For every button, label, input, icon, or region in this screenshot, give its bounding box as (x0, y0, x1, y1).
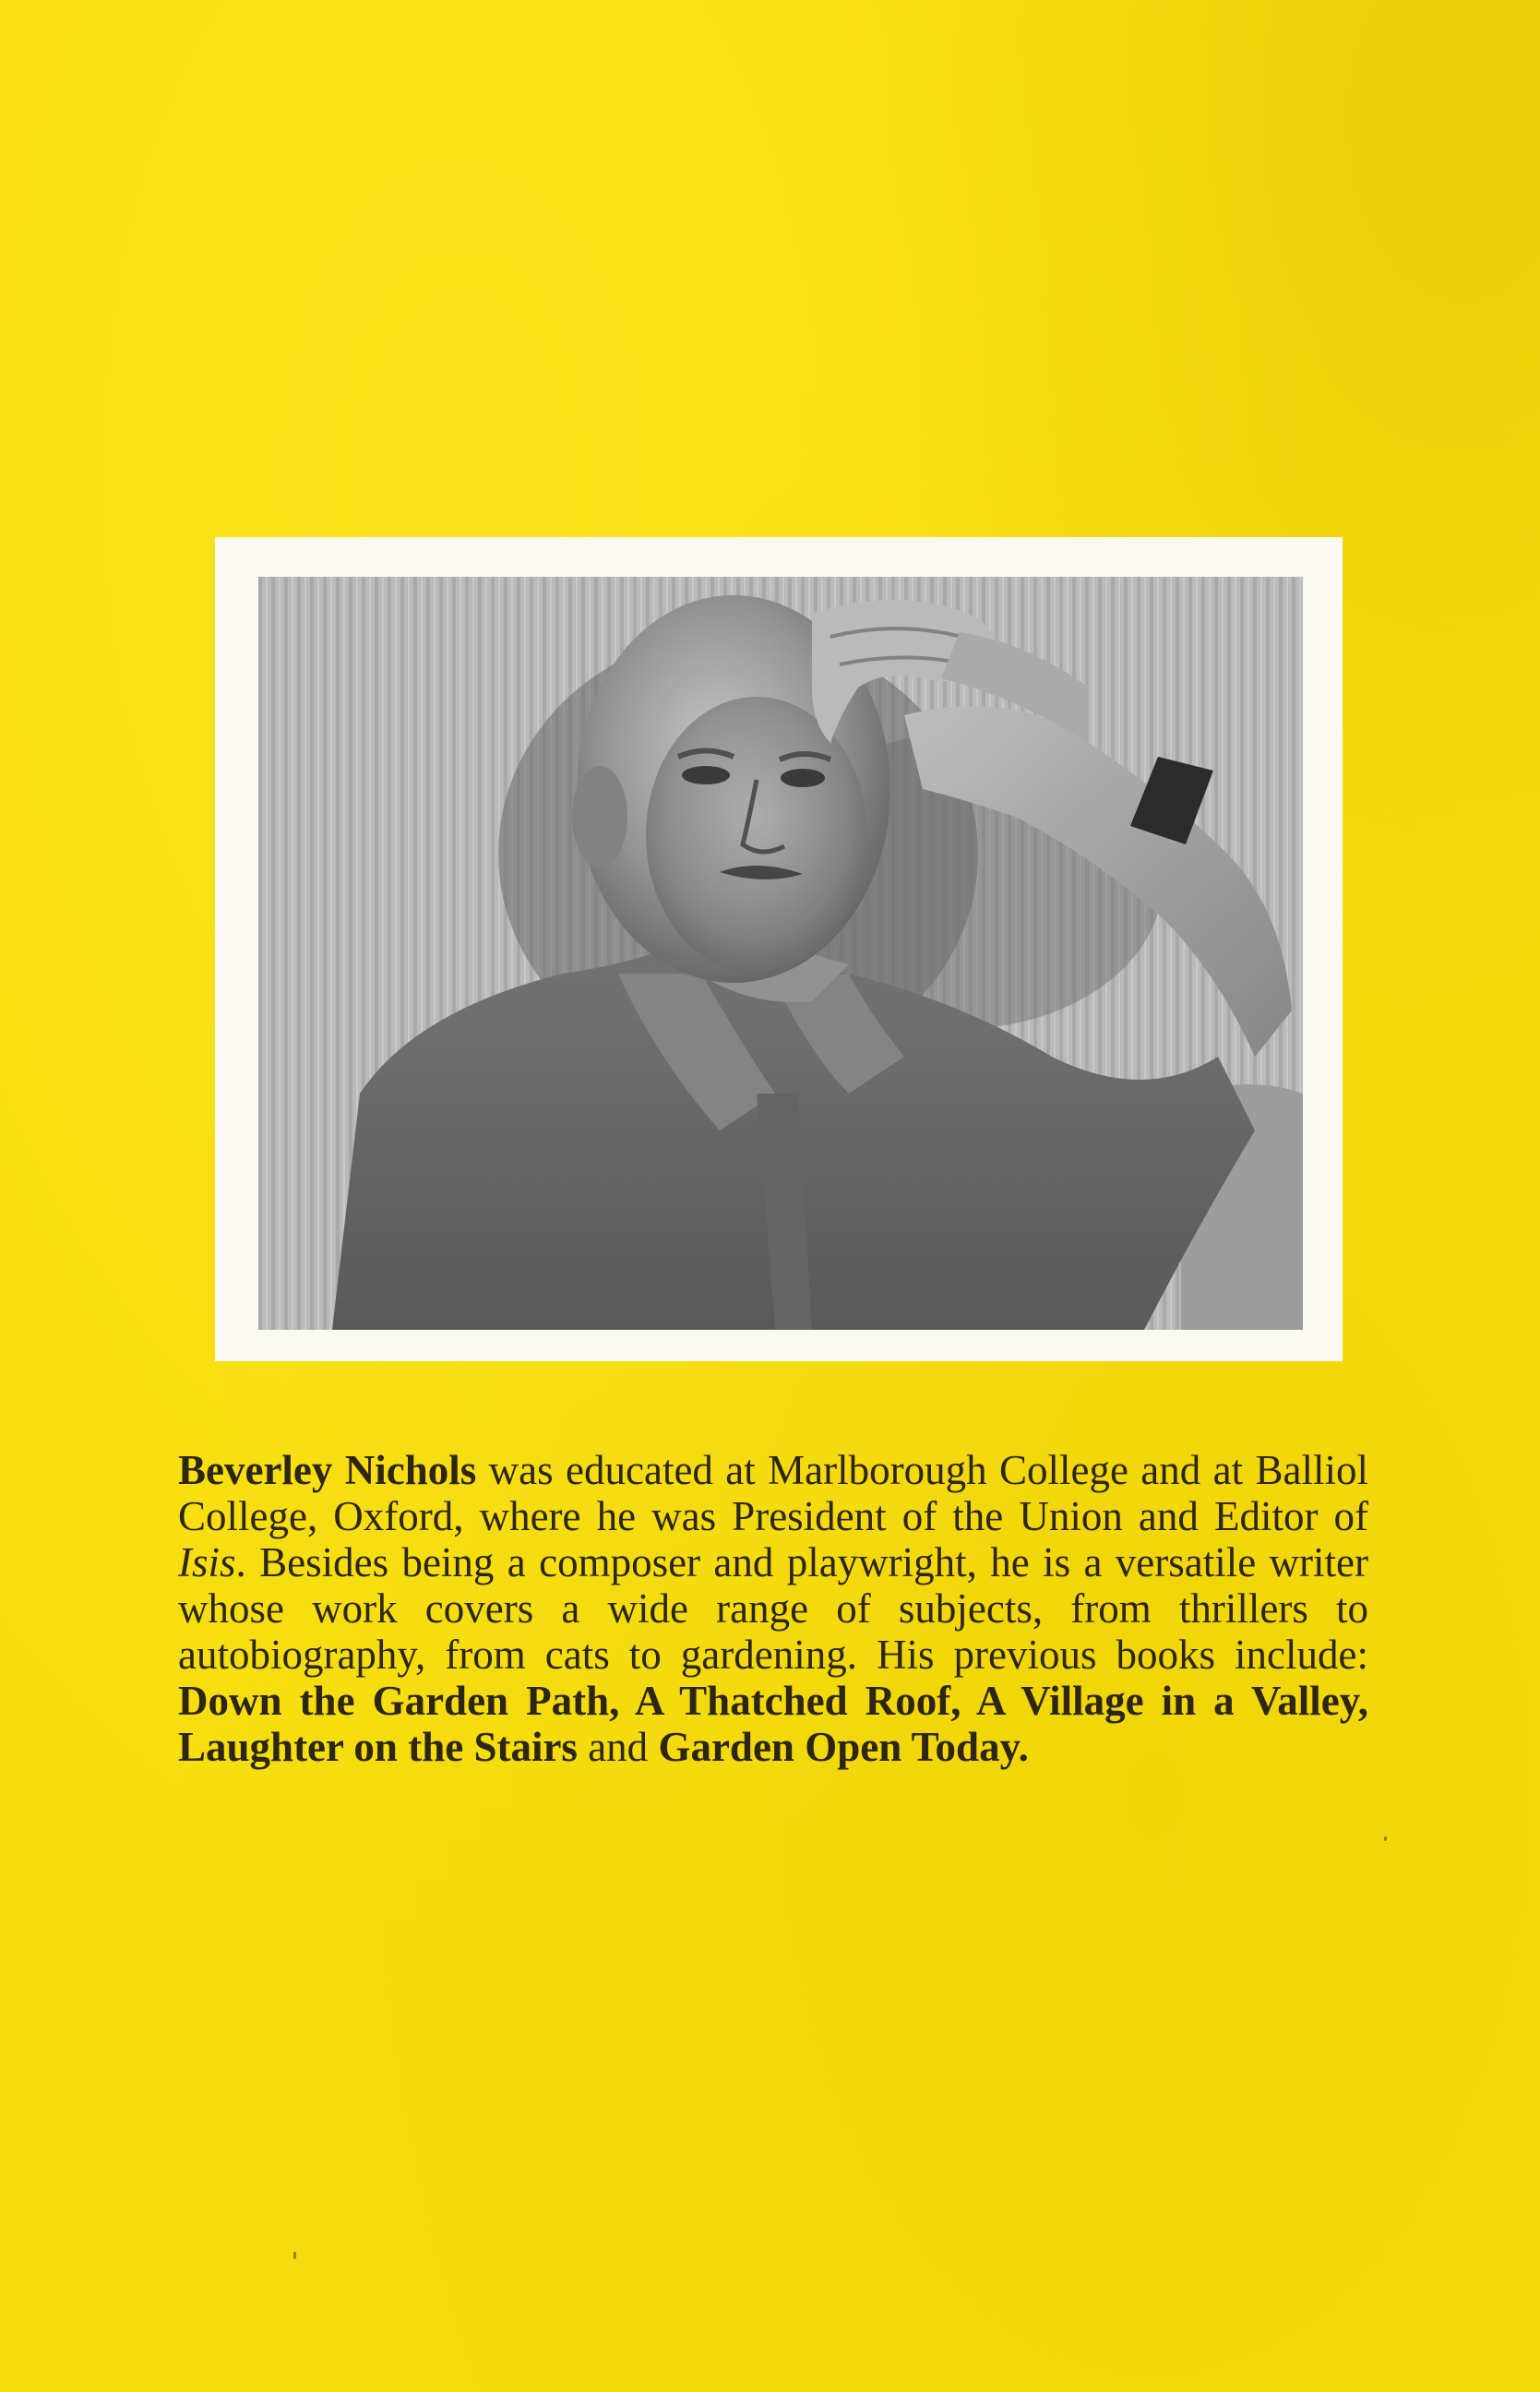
separator: , (1357, 1678, 1368, 1724)
book-title: Laughter on the Stairs (178, 1724, 578, 1770)
book-title: A Village in a Valley (976, 1678, 1358, 1724)
separator: , (609, 1678, 635, 1724)
magazine-title: Isis (178, 1539, 236, 1585)
author-portrait-photo (258, 577, 1303, 1330)
book-title: Down the Garden Path (178, 1678, 610, 1724)
bio-text-part-2: . Besides being a composer and playwright, he is a versatile writer whose work covers a wide range of subjects, from thrillers to autobiography, from cats to gardening. His previous books include: (178, 1539, 1368, 1678)
separator: and (577, 1724, 659, 1770)
paper-speck (293, 2252, 296, 2259)
book-title: A Thatched Roof (634, 1678, 951, 1724)
final-period: . (1018, 1724, 1029, 1770)
photo-frame (215, 537, 1343, 1361)
separator: , (950, 1678, 977, 1724)
portrait-illustration (258, 577, 1303, 1330)
author-name: Beverley Nichols (178, 1447, 477, 1493)
paper-speck (1384, 1836, 1387, 1841)
author-biography (178, 1447, 1368, 1770)
book-title: Garden Open Today (658, 1724, 1019, 1770)
bio-text-part-1: was educated at Marlborough College and at Balliol College, Oxford, where he was President of the Union and Editor of (178, 1447, 1368, 1539)
